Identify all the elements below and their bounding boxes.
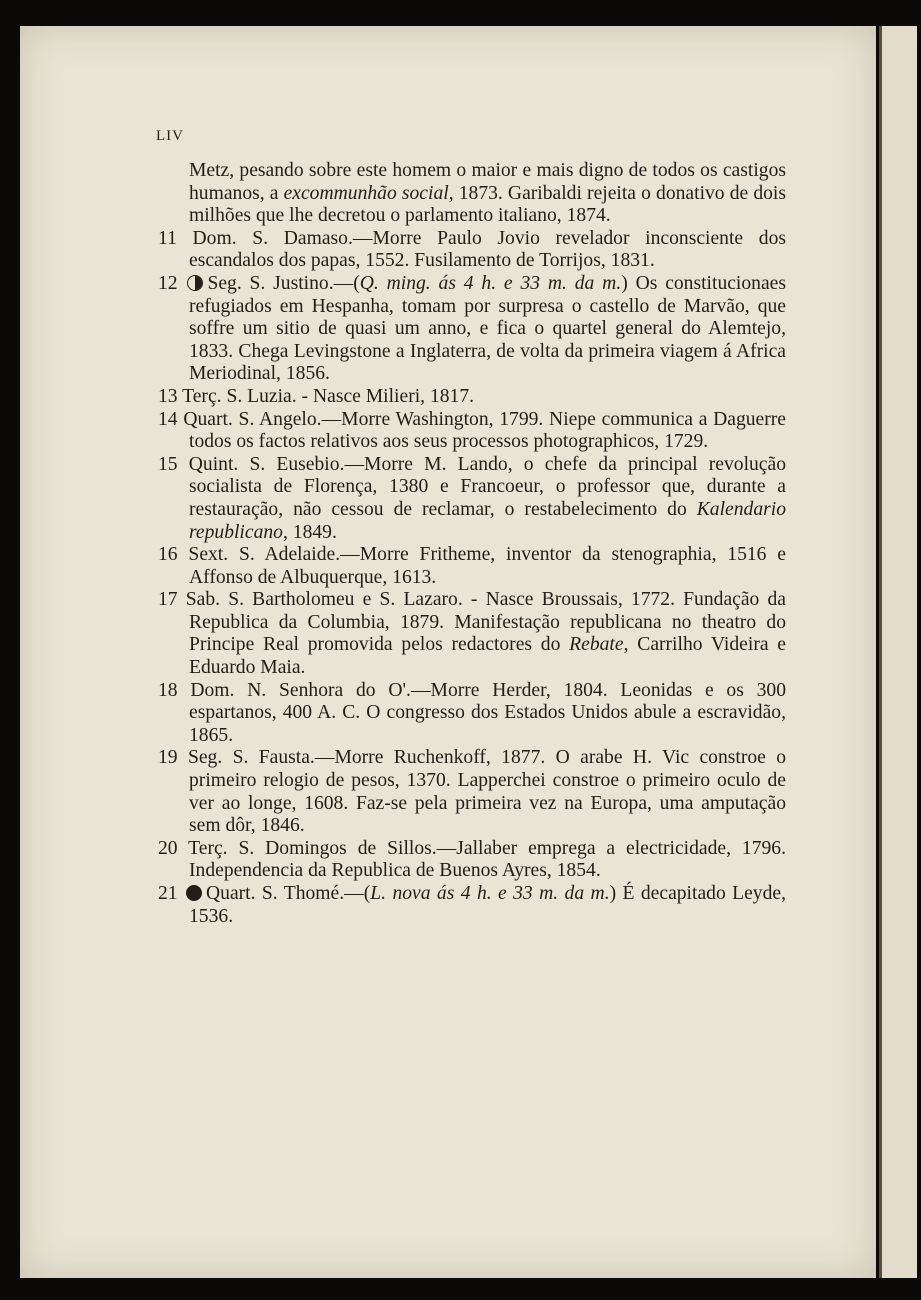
entry-date: 14 Quart. S. Angelo.	[158, 408, 322, 430]
entry-day-16: 16 Sext. S. Adelaide.—Morre Fritheme, inventor da stenographia, 1516 e Affonso de Albuquerque, 1613.	[158, 544, 787, 588]
entry-date: 18 Dom. N. Senhora do O'.	[158, 679, 411, 701]
entry-date: 15 Quint. S. Eusebio.	[158, 453, 345, 475]
entry-day-14: 14 Quart. S. Angelo.—Morre Washington, 1799. Niepe communica a Daguerre todos os factos relativos aos seus processos photographicos, 1729.	[158, 408, 787, 453]
next-page-edge	[879, 26, 917, 1278]
entry-date: 13 Terç. S. Luzia.	[158, 385, 297, 407]
new-moon-icon	[186, 885, 202, 901]
entry-day-19: 19 Seg. S. Fausta.—Morre Ruchenkoff, 1877. O arabe H. Vic constroe o primeiro relogio de pesos, 1370. Lapperchei constroe o primeiro oculo de ver ao longe, 1608. Faz-se pela primeira vez na Europa, uma amputação sem dôr, 1846.	[158, 747, 786, 837]
entry-date: Seg. S. Justino.	[207, 272, 334, 294]
entry-day-17: 17 Sab. S. Bartholomeu e S. Lazaro. - Nasce Broussais, 1772. Fundação da Republica da Columbia, 1879. Manifestação republicana no theatro do Principe Real promovida pelos redactores do Rebate, Carrilho Videira e Eduardo Maia.	[158, 589, 787, 679]
entry-day-21: 21 Quart. S. Thomé.—(L. nova ás 4 h. e 33 m. da m.) É decapitado Leyde, 1536.	[158, 883, 786, 927]
entry-date: 16 Sext. S. Adelaide.	[158, 544, 341, 566]
entry-continuation: Metz, pesando sobre este homem o maior e mais digno de todos os castigos humanos, a excommunhão social, 1873. Garibaldi rejeita o donativo de dois milhões que lhe decretou o parlamento italiano, 1874.	[189, 160, 787, 227]
calendar-text	[158, 160, 786, 928]
page-number: LIV	[156, 128, 184, 144]
entry-day-20: 20 Terç. S. Domingos de Sillos.—Jallaber emprega a electricidade, 1796. Independencia da Republica de Buenos Ayres, 1854.	[158, 837, 786, 882]
entry-date: 19 Seg. S. Fausta.	[158, 747, 315, 769]
entry-date: 17 Sab. S. Bartholomeu e S. Lazaro.	[158, 589, 463, 611]
entry-day-18: 18 Dom. N. Senhora do O'.—Morre Herder, 1804. Leonidas e os 300 espartanos, 400 A. C. O congresso dos Estados Unidos abule a escravidão, 1865.	[158, 679, 786, 746]
entry-day-11: 11 Dom. S. Damaso.—Morre Paulo Jovio revelador inconsciente dos escandalos dos papas, 1552. Fusilamento de Torrijos, 1831.	[158, 227, 786, 272]
entry-day-15: 15 Quint. S. Eusebio.—Morre M. Lando, o chefe da principal revolução socialista de Florença, 1380 e Francoeur, o professor que, durante a restauração, não cessou de reclamar, o restabelecimento do Kalendario republicano, 1849.	[158, 453, 786, 543]
entry-date: Quart. S. Thomé.	[206, 883, 345, 904]
entry-day-13: 13 Terç. S. Luzia. - Nasce Milieri, 1817.	[158, 385, 475, 407]
entry-date: 20 Terç. S. Domingos de Sillos.	[158, 837, 437, 859]
entry-date: 11 Dom. S. Damaso.	[158, 227, 353, 249]
entry-day-12: 12 Seg. S. Justino.—(Q. ming. ás 4 h. e 33 m. da m.) Os constitucionaes refugiados em Hespanha, tomam por surpresa o castello de Marvão, que soffre um sitio de quasi um anno, e fica o quartel general do Alemtejo, 1833. Chega Levingstone a Inglaterra, de volta da primeira viagem á Africa Meriodinal, 1856.	[158, 272, 786, 385]
first-quarter-moon-icon	[187, 275, 203, 291]
